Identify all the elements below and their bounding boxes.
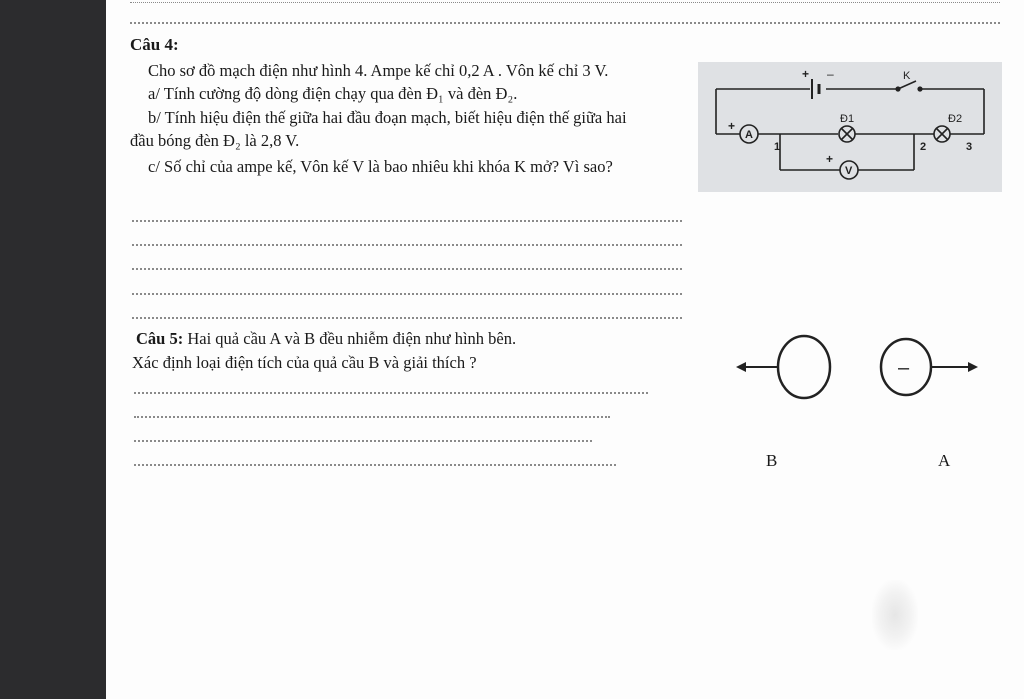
question-4-line: Cho sơ đồ mạch điện như hình 4. Ampe kế chỉ 0,2 A . Vôn kế chỉ 3 V.: [148, 61, 609, 80]
lamp-d1-label: Đ1: [840, 113, 855, 125]
question-4-part-a: a/ Tính cường độ dòng điện chạy qua đèn Đ₁ và đèn Đ₂.: [148, 84, 518, 103]
voltmeter-plus-sign: +: [826, 152, 834, 166]
question-5-line: [136, 329, 516, 349]
sphere-b-arrow-head: [736, 362, 746, 372]
viewer-sidebar: [0, 0, 106, 699]
battery-plus-sign: +: [802, 67, 810, 81]
circuit-diagram: [698, 62, 1002, 192]
circuit-figure: [698, 62, 1002, 192]
node-3-label: 3: [966, 141, 973, 153]
answer-line: [132, 293, 682, 295]
question-4-part-c: c/ Số chỉ của ampe kế, Vôn kế V là bao nhiêu khi khóa K mở? Vì sao?: [148, 157, 613, 176]
question-4-title: Câu 4:: [130, 35, 179, 54]
switch-label: K: [903, 70, 911, 82]
node-2-label: 2: [920, 141, 927, 153]
lamp-d2-label: Đ2: [948, 113, 963, 125]
top-dotted-line: [130, 22, 1000, 24]
switch-lever: [898, 81, 916, 89]
page-smudge: [872, 580, 918, 650]
answer-line: [132, 220, 682, 222]
sphere-a-arrow-head: [968, 362, 978, 372]
switch-contact: [918, 87, 922, 91]
top-dotted-line: [130, 2, 1000, 3]
question-4-part-b: b/ Tính hiệu điện thế giữa hai đầu đoạn mạch, biết hiệu điện thế giữa hai: [148, 108, 627, 127]
question-5-title: Câu 5:: [136, 329, 184, 348]
sphere-b: [778, 336, 830, 398]
sphere-a-charge-sign: –: [898, 357, 910, 379]
answer-line: [132, 268, 682, 270]
voltmeter-label: V: [845, 165, 853, 177]
ammeter-plus-sign: +: [728, 119, 736, 133]
sphere-a-label: A: [938, 451, 951, 470]
answer-line: [134, 392, 648, 394]
answer-line: [132, 244, 682, 246]
answer-line: [134, 440, 592, 442]
sphere-b-label: B: [766, 451, 778, 470]
node-1-label: 1: [774, 141, 781, 153]
ammeter-label: A: [745, 129, 753, 141]
answer-line: [132, 317, 682, 319]
question-4-part-b-cont: đầu bóng đèn Đ₂ là 2,8 V.: [130, 131, 300, 150]
battery-minus-sign: –: [827, 67, 834, 81]
question-5-line-2: Xác định loại điện tích của quả cầu B và giải thích ?: [132, 353, 477, 372]
answer-line: [134, 464, 616, 466]
answer-line: [134, 416, 610, 418]
spheres-figure: [720, 330, 990, 410]
question-5-text: Hai quả cầu A và B đều nhiễm điện như hình bên.: [183, 329, 517, 348]
